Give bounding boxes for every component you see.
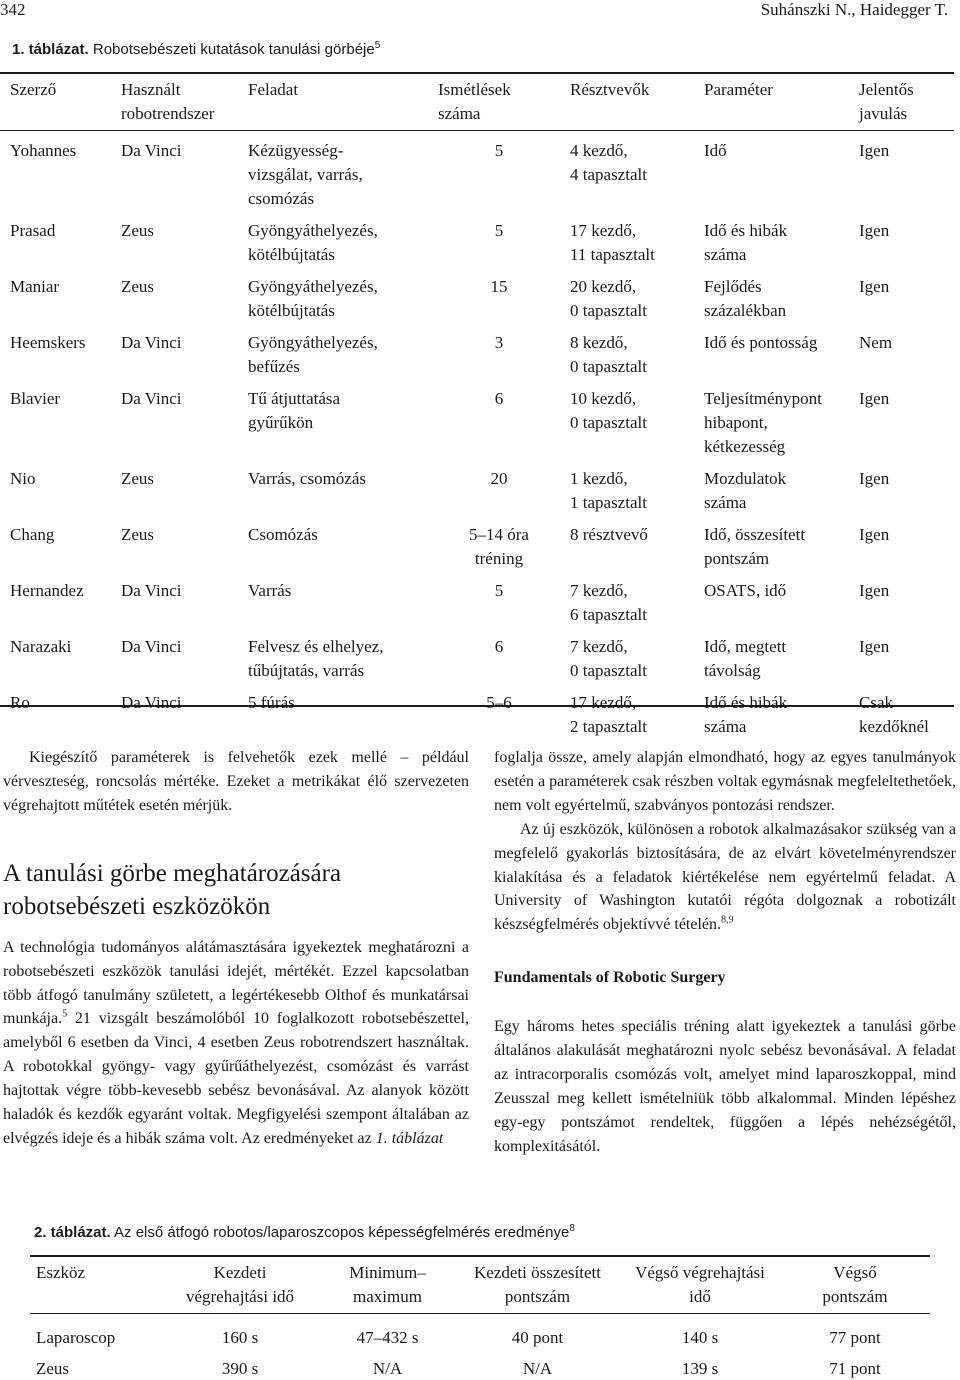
table1-cell: 8 résztvevő <box>570 525 648 544</box>
left-paragraph-2 <box>3 936 469 1151</box>
table1-row <box>0 328 954 384</box>
table1-cell: Hernandez <box>10 581 84 600</box>
table1-cell: 5 <box>494 221 504 240</box>
table1-row <box>0 688 954 744</box>
table1-cell: Mozdulatok száma <box>704 469 787 512</box>
table1-reference: 1. táblázat <box>375 1129 444 1147</box>
table1-cell: Gyöngyáthelyezés, befűzés <box>248 333 378 376</box>
table1-row <box>0 632 954 688</box>
running-head: Suhánszki N., Haidegger T. <box>760 0 948 19</box>
table1-cell: Csomózás <box>248 525 318 544</box>
table1-cell: Igen <box>859 525 890 544</box>
table1-col-header: Szerző <box>10 80 57 99</box>
table1 <box>0 77 954 744</box>
table1-cell: 17 kezdő, 2 tapasztalt <box>570 693 647 736</box>
table1-cell: Idő és hibák száma <box>704 221 788 264</box>
table1-cell: Idő, összesített pontszám <box>704 525 806 568</box>
table1-cell: Chang <box>10 525 55 544</box>
table1-cell: Fejlődés százalékban <box>704 277 787 320</box>
table2-top-rule <box>30 1255 930 1257</box>
table1-cell: Da Vinci <box>121 637 182 656</box>
left-column <box>3 746 469 1151</box>
table1-cell: 4 kezdő, 4 tapasztalt <box>570 141 647 184</box>
table1-cell: 5 <box>494 581 504 600</box>
table1-cell: Zeus <box>121 525 155 544</box>
table1-row <box>0 216 954 272</box>
page-number: 342 <box>0 0 26 19</box>
table1-cell: Varrás, csomózás <box>248 469 367 488</box>
table1-row <box>0 576 954 632</box>
right-column <box>494 746 956 1159</box>
table1-cell: 3 <box>494 333 504 352</box>
right-paragraph-2 <box>494 818 956 938</box>
table1-cell: 8 kezdő, 0 tapasztalt <box>570 333 647 376</box>
table2-cell: Laparoscop <box>36 1328 116 1347</box>
table2-col-header: Minimum– maximum <box>349 1263 426 1306</box>
table1-cell: Igen <box>859 637 890 656</box>
table1-top-rule <box>0 72 954 74</box>
table1-cell: Idő, megtett távolság <box>704 637 787 680</box>
table2-col-header: Eszköz <box>36 1263 86 1282</box>
table1-cell: Ro <box>10 693 30 712</box>
table2-header-row <box>30 1261 930 1319</box>
table1-caption-label: 1. táblázat. <box>12 41 89 58</box>
table1-row <box>0 464 954 520</box>
table1-cell: Maniar <box>10 277 60 296</box>
table1-cell: Gyöngyáthelyezés, kötélbújtatás <box>248 221 378 264</box>
table2-col-header: Végső végrehajtási idő <box>635 1263 765 1306</box>
table1-cell: Narazaki <box>10 637 72 656</box>
page-header <box>0 0 960 20</box>
table1-col-header: Résztvevők <box>570 80 650 99</box>
table1-cell: 6 <box>494 637 504 656</box>
table1-row <box>0 384 954 464</box>
table1-cell: Zeus <box>121 221 155 240</box>
table1-cell: Igen <box>859 277 890 296</box>
table1-row <box>0 136 954 216</box>
left-paragraph-2-text-b: 21 vizsgált beszámolóból 10 foglalkozott robotsebészettel, amelyből 6 esetben da Vinci, 4 esetben Zeus robotrendszert használtak. A robotokkal gyöngy- vagy gyűrűáthelyezést, csomózást és varrást hajtottak végre több-kevesebb sebész bevonásával. Az alanyok között haladók és kezdők egyaránt voltak. Megfigyelési szempont általában az elvégzés ideje és a hibák száma volt. Az eredményeket az <box>3 1010 469 1147</box>
table1-cell: 5–6 <box>486 693 512 712</box>
table1-cell: 10 kezdő, 0 tapasztalt <box>570 389 647 432</box>
table2-col-header: Végső pontszám <box>822 1263 888 1306</box>
table1-cell: Zeus <box>121 277 155 296</box>
table2-caption-ref: 8 <box>569 1223 575 1234</box>
table1-header-row <box>0 77 954 136</box>
table1-cell: Da Vinci <box>121 693 182 712</box>
table2-cell: 390 s <box>221 1359 259 1378</box>
table1-caption-text: Robotsebészeti kutatások tanulási görbéje <box>88 41 375 58</box>
table2-cell: 140 s <box>681 1328 719 1347</box>
table2-body <box>30 1319 930 1380</box>
table1-cell: Igen <box>859 389 890 408</box>
table2-cell: 139 s <box>681 1359 719 1378</box>
subsection-title: Fundamentals of Robotic Surgery <box>494 969 726 987</box>
table2-row <box>30 1319 930 1350</box>
table1-cell: Zeus <box>121 469 155 488</box>
table1-cell: Igen <box>859 141 890 160</box>
table1-col-header: Használt robotrendszer <box>121 80 215 123</box>
table1-cell: Igen <box>859 221 890 240</box>
table2-caption-label: 2. táblázat. <box>34 1224 111 1241</box>
table1-cell: Yohannes <box>10 141 77 160</box>
table1-cell: Da Vinci <box>121 389 182 408</box>
table2-caption <box>34 1224 575 1241</box>
table2-cell: 40 pont <box>511 1328 564 1347</box>
table2-cell: N/A <box>372 1359 403 1378</box>
table1-cell: 6 <box>494 389 504 408</box>
table1-caption <box>12 41 380 58</box>
table1-cell: Nem <box>859 333 893 352</box>
table1-cell: 5 <box>494 141 504 160</box>
table2-col-header: Kezdeti összesített pontszám <box>474 1263 601 1306</box>
table2-col-header: Kezdeti végrehajtási idő <box>185 1263 295 1306</box>
right-paragraph-2-text: Az új eszközök, különösen a robotok alkalmazásakor szükség van a megfelelő gyakorlás biztosítására, de az elvárt követelményrendszer kialakítása és a feladatok kiértékelése nem egyértelmű feladat. A University of Washington kutatói régóta dolgoznak a robotizált készségfelmérés objektívvé tételén. <box>494 820 956 934</box>
table1-caption-ref: 5 <box>374 40 381 51</box>
table1-cell: 1 kezdő, 1 tapasztalt <box>570 469 647 512</box>
table1-cell: Idő és pontosság <box>704 333 818 352</box>
table1-cell: Da Vinci <box>121 581 182 600</box>
table2-cell: N/A <box>522 1359 553 1378</box>
table2 <box>30 1261 930 1380</box>
table1-cell: Heemskers <box>10 333 86 352</box>
table1-col-header: Paraméter <box>704 80 773 99</box>
table1-cell: Prasad <box>10 221 56 240</box>
table1-cell: 7 kezdő, 0 tapasztalt <box>570 637 647 680</box>
table1-body <box>0 136 954 744</box>
table1-col-header: Ismétlések száma <box>438 80 511 123</box>
table1-cell: Teljesítménypont hibapont, kétkezesség <box>704 389 822 456</box>
table1-row <box>0 520 954 576</box>
left-paragraph-2-text-a: A technológia tudományos alátámasztására igyekeztek meghatározni a robotsebészeti eszközök tanulási idejét, mértékét. Ezzel kapcsolatban több átfogó tanulmány született, a legértékesebb Olthof és munkatársai munkája. <box>3 938 469 1028</box>
table2-caption-text: Az első átfogó robotos/laparoszcopos képességfelmérés eredménye <box>110 1224 570 1241</box>
table1-cell: Idő <box>704 141 727 160</box>
table1-cell: Igen <box>859 581 890 600</box>
table2-row <box>30 1350 930 1380</box>
table1-col-header: Feladat <box>248 80 299 99</box>
table1-cell: 15 <box>490 277 508 296</box>
table1-cell: 5 fúrás <box>248 693 295 712</box>
table1-cell: 7 kezdő, 6 tapasztalt <box>570 581 647 624</box>
table1-cell: Gyöngyáthelyezés, kötélbújtatás <box>248 277 378 320</box>
table1-cell: Varrás <box>248 581 292 600</box>
table2-cell: 71 pont <box>829 1359 881 1378</box>
table1-cell: Kézügyesség- vizsgálat, varrás, csomózás <box>248 141 363 208</box>
table1-cell: Da Vinci <box>121 141 182 160</box>
table1-cell: OSATS, idő <box>704 581 787 600</box>
table2-cell: 47–432 s <box>356 1328 419 1347</box>
right-paragraph-1: foglalja össze, amely alapján elmondható, hogy az egyes tanulmányok esetén a paraméterek csak részben voltak egymásnak megfeleltethetőek, nem volt egyértelmű, szabványos pontozási rendszer. <box>494 749 956 814</box>
table2-cell: Zeus <box>36 1359 70 1378</box>
table1-cell: Tű átjuttatása gyűrűkön <box>248 389 341 432</box>
table1-cell: Da Vinci <box>121 333 182 352</box>
table1-cell: Idő és hibák száma <box>704 693 788 736</box>
right-paragraph-3: Egy hároms hetes speciális tréning alatt igyekeztek a tanulási görbe általános alakulását meghatározni nyolc sebész bevonásával. A feladat az intracorporalis csomózás volt, amelyet mind laparoszkoppal, mind Zeusszal meg kellett ismételniük több alkalommal. Minden lépéshez egy-egy pontszámot rendeltek, függően a lépés nehézségétől, komplexitásától. <box>494 1018 956 1155</box>
table1-cell: Felvesz és elhelyez, tűbújtatás, varrás <box>248 637 384 680</box>
table2-cell: 160 s <box>221 1328 259 1347</box>
table1-cell: 5–14 óra tréning <box>469 525 529 568</box>
table1-cell: Nio <box>10 469 36 488</box>
table1-cell: 17 kezdő, 11 tapasztalt <box>570 221 655 264</box>
table1-cell: Blavier <box>10 389 61 408</box>
table1-cell: Igen <box>859 469 890 488</box>
section-title: A tanulási görbe meghatározására robotsebészeti eszközökön <box>3 859 342 920</box>
left-paragraph-1: Kiegészítő paraméterek is felvehetők ezek mellé – például vérveszteség, roncsolás mértéke. Ezeket a metrikákat élő szervezeten végrehajtott műtétek esetén mérjük. <box>3 749 469 814</box>
table1-col-header: Jelentős javulás <box>859 80 914 123</box>
table1-cell: 20 <box>490 469 508 488</box>
table1-cell: 20 kezdő, 0 tapasztalt <box>570 277 647 320</box>
right-paragraph-2-ref: 8,9 <box>721 915 734 927</box>
left-paragraph-2-ref: 5 <box>62 1009 68 1021</box>
table2-cell: 77 pont <box>829 1328 881 1347</box>
table1-row <box>0 272 954 328</box>
table1-cell: Csak kezdőknél <box>859 693 929 736</box>
